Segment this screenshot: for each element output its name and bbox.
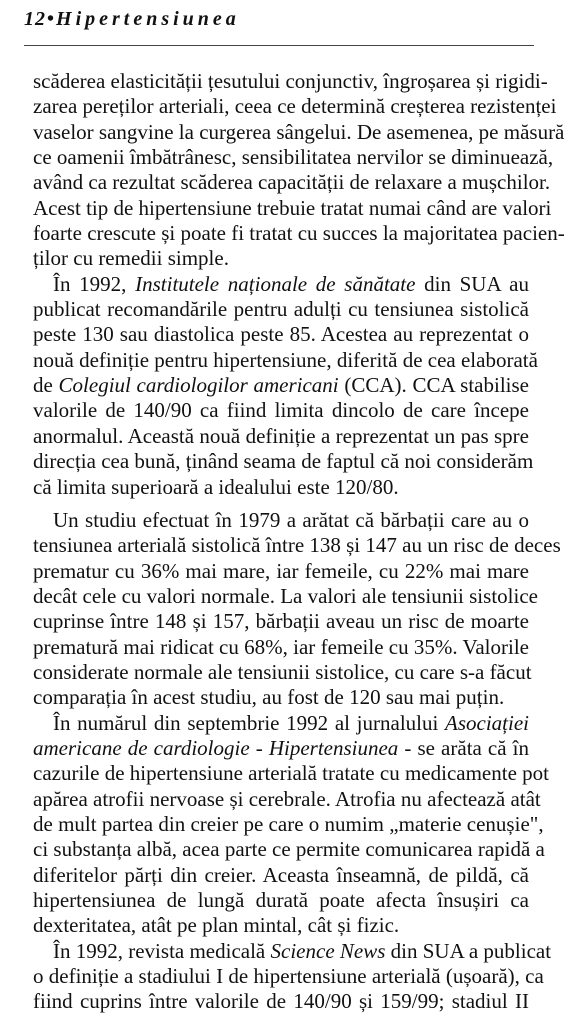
text-line: zarea pereților arteriali, ceea ce determină creșterea rezistenței (33, 94, 557, 119)
text-line: anormalul. Această nouă definiție a reprezentat un pas spre (33, 423, 529, 448)
running-title: Hipertensiunea (56, 8, 240, 30)
text-line: ci substanța albă, acea parte ce permite comunicarea rapidă a (33, 837, 545, 862)
text-line: vaselor sangvine la curgerea sângelui. De asemenea, pe măsură (33, 119, 565, 144)
text-line: cuprinse între 148 și 157, bărbații aveau un risc de moarte (33, 609, 529, 634)
text-line: diferitelor părți din creier. Aceasta înseamnă, de pildă, că (33, 862, 529, 887)
text-line: În 1992, revista medicală Science News din SUA a publicat (53, 938, 552, 963)
italic-phrase: Colegiul cardiologilor americani (58, 373, 339, 398)
text-line: de Colegiul cardiologilor americani (CCA). CCA stabilise (33, 373, 529, 398)
text-line: peste 130 sau diastolica peste 85. Acestea au reprezentat o (33, 322, 529, 347)
text-line: prematur cu 36% mai mare, iar femeile, cu 22% mai mare (33, 558, 529, 583)
text-line: Acest tip de hipertensiune trebuie tratat numai când are valori (33, 195, 552, 220)
text-line: americane de cardiologie - Hipertensiunea - se arăta că în (33, 735, 529, 760)
text-line: comparația în acest studiu, au fost de 120 sau mai puțin. (33, 685, 505, 710)
text-line: ce oamenii îmbătrânesc, sensibilitatea nervilor se diminuează, (33, 145, 554, 170)
text-line: nouă definiție pentru hipertensiune, diferită de cea elaborată (33, 347, 538, 372)
italic-phrase: Asociației (445, 710, 529, 735)
italic-phrase: Science News (270, 938, 386, 963)
text-line: având ca rezultat scăderea capacității de relaxare a mușchilor. (33, 170, 551, 195)
text-line: apărea atrofii nervoase și cerebrale. Atrofia nu afectează atât (33, 786, 541, 811)
text-line: cazurile de hipertensiune arterială tratate cu medicamente pot (33, 761, 549, 786)
text-line: valorile de 140/90 ca fiind limita dincolo de care începe (33, 398, 529, 423)
page-number: 12 (24, 8, 46, 30)
text-line: hipertensiunea de lungă durată poate afecta însușiri ca (33, 888, 529, 912)
text-line: decât cele cu valori normale. La valori ale tensiunii sistolice (33, 583, 538, 608)
italic-phrase: americane de cardiologie - Hipertensiunea (33, 735, 399, 760)
text-line: o definiție a stadiului I de hipertensiune arterială (ușoară), ca (33, 964, 544, 989)
running-header (24, 8, 524, 40)
text-line: fiind cuprins între valorile de 140/90 și 159/99; stadiul II (33, 989, 529, 1014)
text-line: ților cu remedii simple. (33, 246, 229, 271)
text-line: În numărul din septembrie 1992 al jurnalului Asociației (53, 710, 529, 735)
text-line: considerate normale ale tensiunii sistolice, cu care s-a făcut (33, 659, 532, 684)
header-rule (24, 45, 534, 46)
text-line: prematură mai ridicat cu 68%, iar femeile cu 35%. Valorile (33, 634, 529, 659)
text-line: Un studiu efectuat în 1979 a arătat că bărbații care au o (53, 507, 529, 532)
italic-phrase: Institutele naționale de sănătate (135, 271, 416, 296)
text-line: dexteritatea, atât pe plan mintal, cât și fizic. (33, 913, 400, 938)
text-line: de mult partea din creier pe care o numim „materie cenușie", (33, 811, 544, 836)
body-text (33, 69, 565, 1015)
text-line: În 1992, Institutele naționale de sănătate din SUA au (53, 271, 529, 296)
text-line: tensiunea arterială sistolică între 138 și 147 au un risc de deces (33, 533, 561, 558)
header-separator: • (47, 8, 55, 30)
text-line: publicat recomandările pentru adulți cu tensiunea sistolică (33, 297, 529, 322)
text-line: foarte crescute și poate fi tratat cu succes la majoritatea pacien- (33, 221, 565, 246)
text-line: scăderea elasticității țesutului conjunctiv, îngroșarea și rigidi- (33, 69, 548, 93)
text-line: direcția cea bună, ținând seama de faptul că noi considerăm (33, 449, 534, 474)
text-line: că limita superioară a idealului este 120/80. (33, 474, 399, 499)
